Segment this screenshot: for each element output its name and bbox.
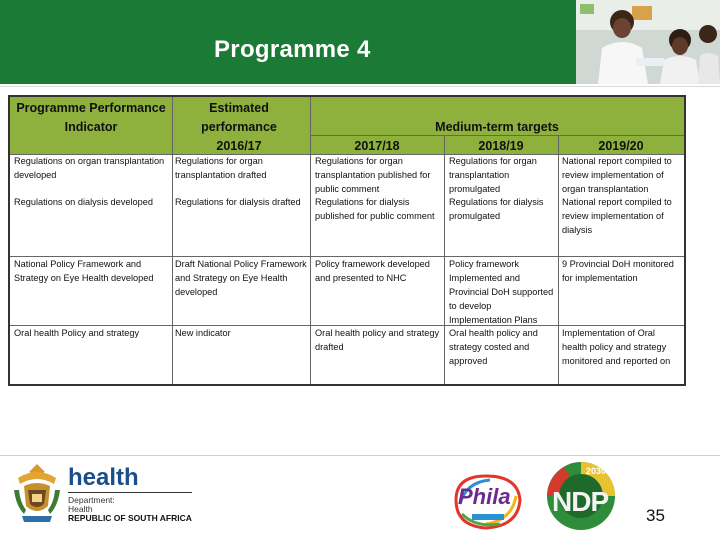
dept-line2: Health <box>68 504 93 514</box>
cell-row3-2017-18: Policy framework developed and presented to NHC <box>315 259 430 283</box>
cell-row2-indicator: Regulations on dialysis developed <box>14 197 153 207</box>
grid-line <box>444 135 445 384</box>
cell-row1-indicator: Regulations on organ transplantation developed <box>14 156 165 180</box>
header-medium-term: Medium-term targets <box>435 120 559 134</box>
cell-row1-2019-20: National report compiled to review implementation of organ transplantation <box>562 156 672 194</box>
cell-row2-2019-20: National report compiled to review implementation of dialysis <box>562 197 672 235</box>
header-2019-20: 2019/20 <box>598 139 644 153</box>
header-2018-19: 2018/19 <box>478 139 524 153</box>
cell-row2-2018-19: Regulations for dialysis promulgated <box>449 197 544 221</box>
ndp-logo-word: NDP <box>552 486 609 517</box>
cell-row3-estimated: Draft National Policy Framework and Strategy on Eye Health developed <box>175 259 307 297</box>
targets-table <box>8 95 686 386</box>
health-logo-word: health <box>68 464 139 491</box>
cell-row3-indicator: National Policy Framework and Strategy on Eye Health developed <box>14 259 154 283</box>
cell-row1-2017-18: Regulations for organ transplantation published for public comment <box>315 156 431 194</box>
grid-line <box>310 135 684 136</box>
cell-row1-estimated: Regulations for organ transplantation drafted <box>175 156 267 180</box>
coat-of-arms-icon <box>10 460 64 526</box>
header-band <box>0 0 720 84</box>
cell-row3-2019-20: 9 Provincial DoH monitored for implementation <box>562 259 674 283</box>
dept-line1: Department: <box>68 495 115 505</box>
cell-row4-2018-19: Oral health policy and strategy costed and approved <box>449 328 538 366</box>
slide-title: Programme 4 <box>214 36 371 63</box>
grid-line <box>172 97 173 384</box>
header-2017-18: 2017/18 <box>354 139 400 153</box>
header-divider <box>0 86 720 87</box>
page-number: 35 <box>646 506 665 525</box>
cell-row2-2017-18: Regulations for dialysis published for public comment <box>315 197 435 221</box>
grid-line <box>310 97 311 384</box>
header-estimated: Estimated performance 2016/17 <box>201 101 277 153</box>
ndp-year: 2030 <box>586 466 607 476</box>
cell-row4-2019-20: Implementation of Oral health policy and strategy monitored and reported on <box>562 328 671 366</box>
header-photo <box>576 0 720 84</box>
cell-row4-indicator: Oral health Policy and strategy <box>14 328 140 338</box>
cell-row1-2018-19: Regulations for organ transplantation promulgated <box>449 156 537 194</box>
header-indicator: Programme Performance Indicator <box>16 101 166 134</box>
cell-row4-2017-18: Oral health policy and strategy drafted <box>315 328 440 352</box>
cell-row4-estimated: New indicator <box>175 328 231 338</box>
cell-row2-estimated: Regulations for dialysis drafted <box>175 197 301 207</box>
footer-divider <box>0 455 720 456</box>
cell-row3-2018-19: Policy framework Implemented and Provincial DoH supported to develop Implementation Plans <box>449 259 554 325</box>
dept-line3: REPUBLIC OF SOUTH AFRICA <box>68 513 192 523</box>
grid-line <box>558 135 559 384</box>
logo-underline <box>68 492 192 493</box>
photo-illustration <box>576 0 720 84</box>
phila-logo-word: Phila <box>458 484 511 509</box>
